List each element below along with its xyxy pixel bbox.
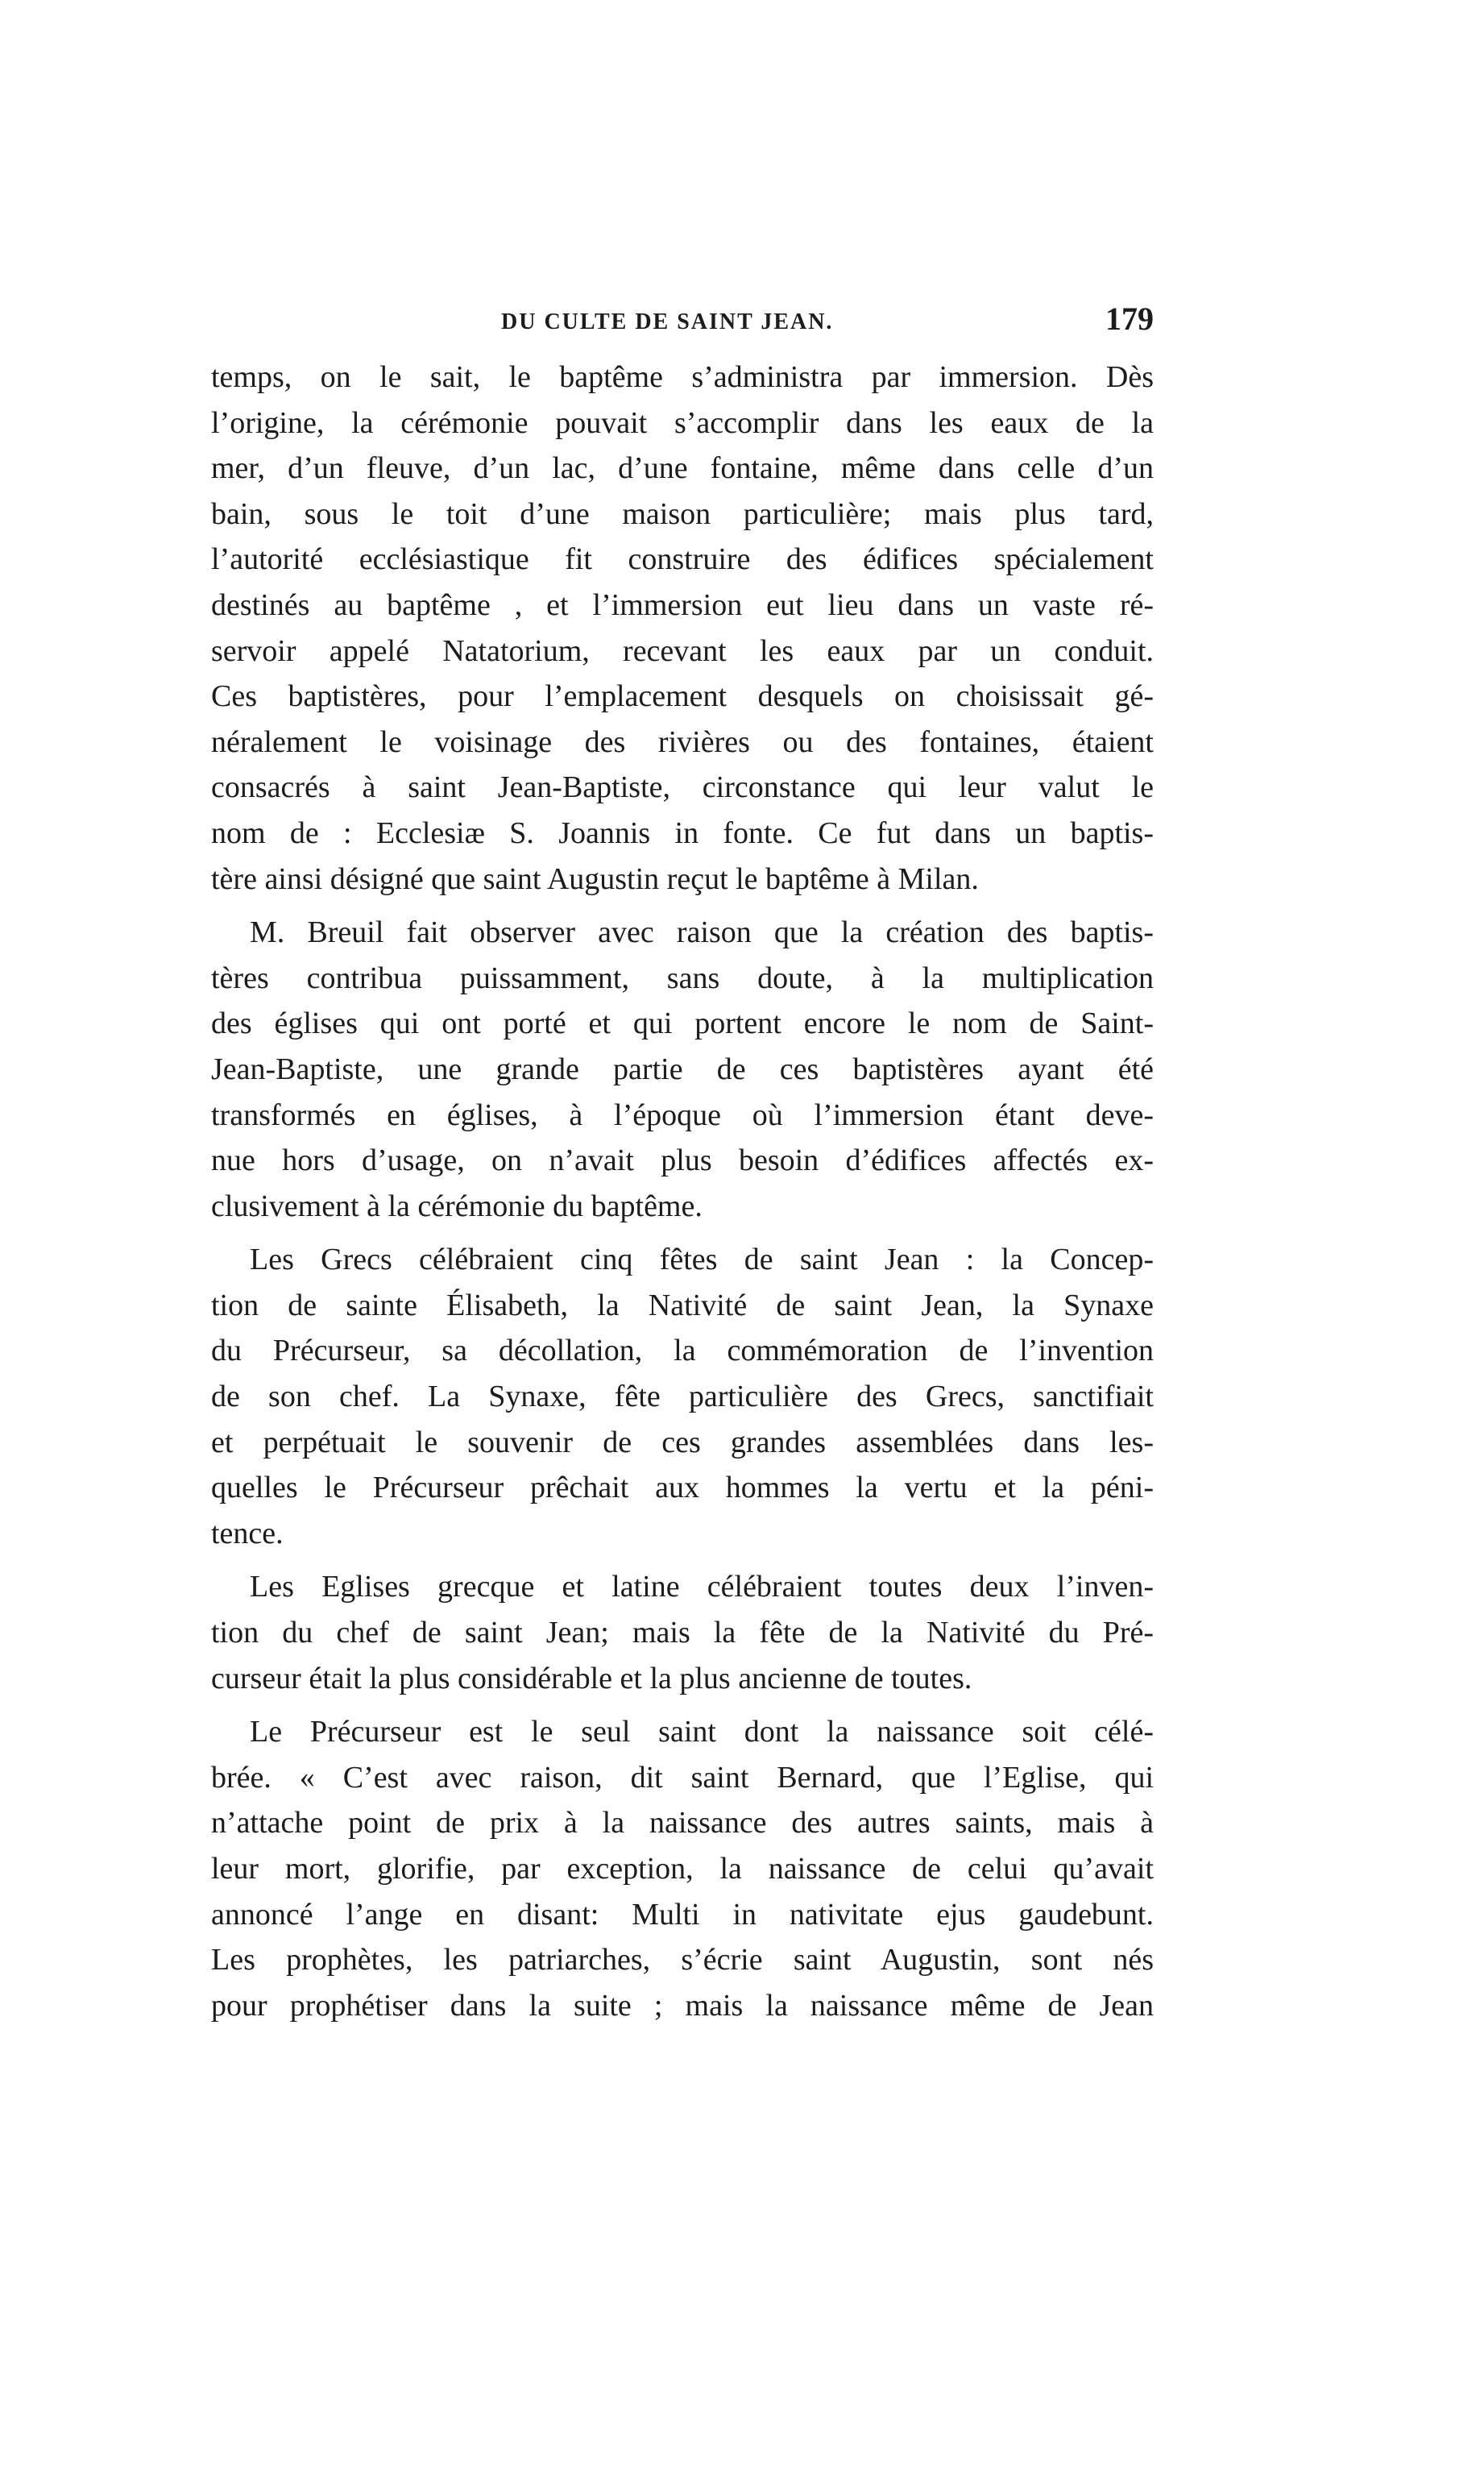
text-line: nue hors d’usage, on n’avait plus besoin d’édifices affectés ex- bbox=[211, 1143, 1154, 1178]
paragraph-precursor-birth bbox=[211, 1709, 1154, 2028]
running-title: DU CULTE DE SAINT JEAN. bbox=[501, 309, 834, 334]
text-line: néralement le voisinage des rivières ou des fontaines, étaient bbox=[211, 724, 1154, 759]
text-line: des églises qui ont porté et qui portent encore le nom de Saint- bbox=[211, 1006, 1154, 1041]
body-text bbox=[211, 355, 1154, 2028]
text-line: Jean-Baptiste, une grande partie de ces baptistères ayant été bbox=[211, 1052, 1154, 1086]
text-line: tère ainsi désigné que saint Augustin reçut le baptême à Milan. bbox=[211, 861, 979, 896]
text-line: Le Précurseur est le seul saint dont la naissance soit célé- bbox=[250, 1715, 1154, 1749]
text-line: servoir appelé Natatorium, recevant les eaux par un conduit. bbox=[211, 633, 1154, 668]
text-line: Ces baptistères, pour l’emplacement desquels on choisissait gé- bbox=[211, 679, 1154, 714]
text-line: curseur était la plus considérable et la plus ancienne de toutes. bbox=[211, 1661, 972, 1695]
text-line: et perpétuait le souvenir de ces grandes assemblées dans les- bbox=[211, 1425, 1154, 1459]
text-line: bain, sous le toit d’une maison particulière; mais plus tard, bbox=[211, 496, 1154, 531]
text-line: de son chef. La Synaxe, fête particulière des Grecs, sanctifiait bbox=[211, 1380, 1154, 1414]
text-line: nom de : Ecclesiæ S. Joannis in fonte. Ce fut dans un baptis- bbox=[211, 815, 1154, 850]
page-number: 179 bbox=[1105, 301, 1154, 337]
text-line: Les Eglises grecque et latine célébraient toutes deux l’inven- bbox=[250, 1570, 1154, 1604]
text-line: transformés en églises, à l’époque où l’immersion étant deve- bbox=[211, 1098, 1154, 1132]
text-line: l’origine, la cérémonie pouvait s’accomplir dans les eaux de la bbox=[211, 405, 1154, 440]
text-line: clusivement à la cérémonie du baptême. bbox=[211, 1189, 703, 1223]
text-line: tion de sainte Élisabeth, la Nativité de saint Jean, la Synaxe bbox=[211, 1288, 1154, 1322]
paragraph-greek-feasts bbox=[211, 1237, 1154, 1556]
text-line: l’autorité ecclésiastique fit construire des édifices spécialement bbox=[211, 542, 1154, 577]
paragraph-churches-invention bbox=[211, 1564, 1154, 1701]
text-line: Les prophètes, les patriarches, s’écrie saint Augustin, sont nés bbox=[211, 1943, 1154, 1977]
text-line: annoncé l’ange en disant: Multi in nativitate ejus gaudebunt. bbox=[211, 1897, 1154, 1932]
text-line: leur mort, glorifie, par exception, la naissance de celui qu’avait bbox=[211, 1852, 1154, 1886]
paragraph-breuil-baptisteres bbox=[211, 910, 1154, 1229]
text-line: M. Breuil fait observer avec raison que la création des baptis- bbox=[250, 915, 1154, 950]
text-line: quelles le Précurseur prêchait aux hommes la vertu et la péni- bbox=[211, 1471, 1154, 1505]
text-line: destinés au baptême , et l’immersion eut lieu dans un vaste ré- bbox=[211, 587, 1154, 622]
text-line: Les Grecs célébraient cinq fêtes de saint Jean : la Concep- bbox=[250, 1243, 1154, 1277]
text-line: pour prophétiser dans la suite ; mais la naissance même de Jean bbox=[211, 1988, 1154, 2023]
paragraph-baptism-immersion bbox=[211, 355, 1154, 902]
text-line: tence. bbox=[211, 1516, 284, 1550]
text-line: mer, d’un fleuve, d’un lac, d’une fontaine, même dans celle d’un bbox=[211, 451, 1154, 486]
text-line: brée. « C’est avec raison, dit saint Bernard, que l’Eglise, qui bbox=[211, 1760, 1154, 1795]
text-line: n’attache point de prix à la naissance des autres saints, mais à bbox=[211, 1806, 1154, 1840]
text-line: consacrés à saint Jean-Baptiste, circonstance qui leur valut le bbox=[211, 770, 1154, 805]
text-line: tion du chef de saint Jean; mais la fête de la Nativité du Pré- bbox=[211, 1616, 1154, 1650]
text-line: temps, on le sait, le baptême s’administra par immersion. Dès bbox=[211, 360, 1154, 394]
text-line: tères contribua puissamment, sans doute, à la multiplication bbox=[211, 961, 1154, 995]
text-line: du Précurseur, sa décollation, la commémoration de l’invention bbox=[211, 1334, 1154, 1368]
running-head bbox=[211, 303, 1154, 343]
